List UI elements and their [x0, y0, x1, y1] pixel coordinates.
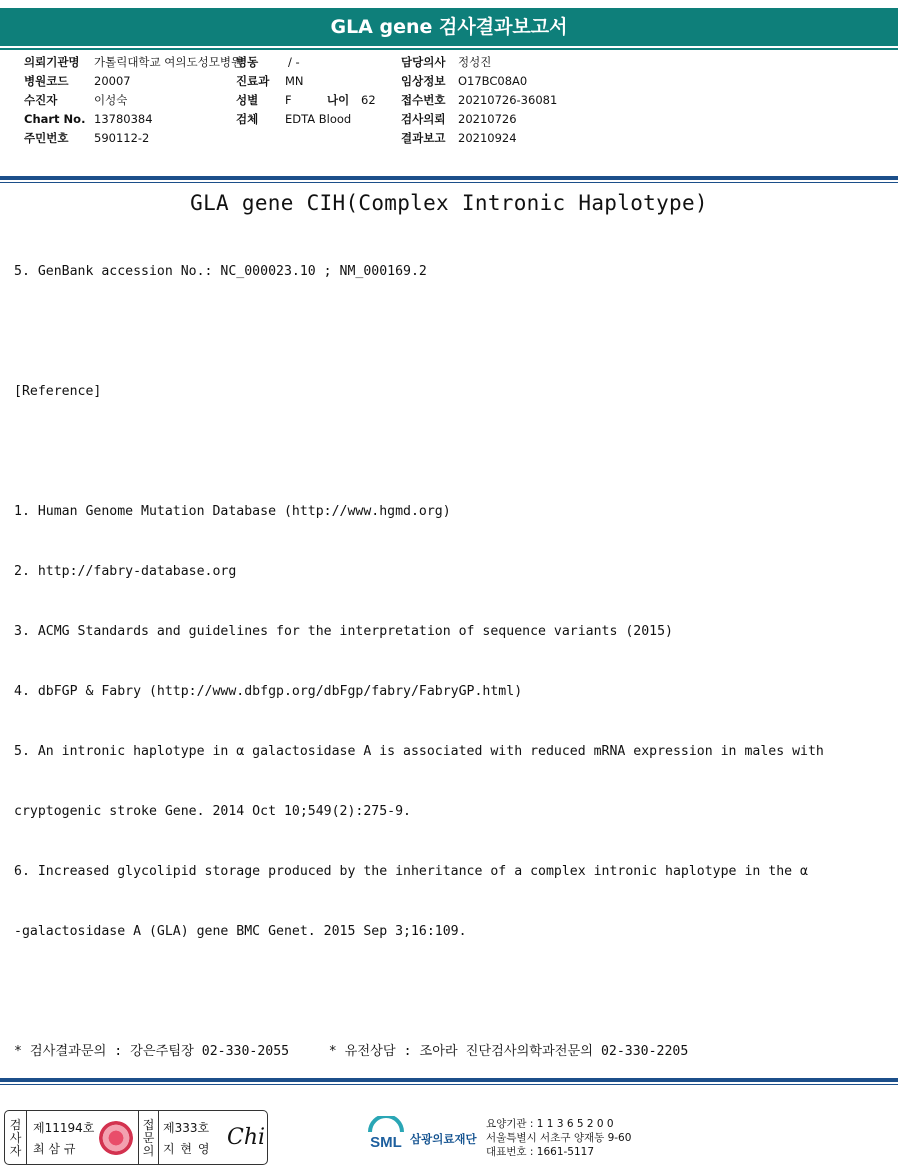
sex-value: F — [285, 93, 292, 107]
org-phone: 대표번호 : 1661-5117 — [486, 1146, 595, 1158]
tester-license: 제11194호 — [33, 1121, 95, 1135]
section-divider — [0, 176, 898, 180]
body-line: 5. GenBank accession No.: NC_000023.10 ; NM_000169.2 — [14, 264, 427, 279]
ward-label: 병동 — [236, 55, 259, 69]
requester-label: 의뢰기관명 — [24, 55, 80, 69]
body-line: 1. Human Genome Mutation Database (http://www.hgmd.org) — [14, 504, 451, 519]
title-underline — [0, 48, 898, 50]
report-body — [14, 222, 890, 1082]
specimen-label: 검체 — [236, 112, 259, 126]
resident-no-label: 주민번호 — [24, 131, 69, 145]
tester-name: 최 삼 규 — [33, 1142, 76, 1156]
signature-box — [4, 1110, 268, 1165]
footer-divider — [0, 1078, 898, 1082]
header-col-3 — [401, 53, 557, 148]
doctor-value: 정성진 — [458, 55, 492, 69]
patient-label: 수진자 — [24, 93, 58, 107]
body-line: 5. An intronic haplotype in α galactosidase A is associated with reduced mRNA expression in males with — [14, 744, 824, 759]
sml-logo-icon — [366, 1116, 406, 1156]
patient-value: 이성숙 — [94, 93, 128, 107]
body-line: 3. ACMG Standards and guidelines for the interpretation of sequence variants (2015) — [14, 624, 673, 639]
report-title: GLA gene 검사결과보고서 — [0, 8, 898, 46]
header-col-2 — [236, 53, 376, 129]
receipt-no-label: 접수번호 — [401, 93, 446, 107]
body-line — [14, 442, 890, 462]
body-line — [14, 982, 890, 1002]
official-seal — [99, 1121, 133, 1155]
resident-no-value: 590112-2 — [94, 131, 150, 145]
hospital-code-label: 병원코드 — [24, 74, 69, 88]
age-label: 나이 — [327, 93, 350, 107]
org-address: 서울특별시 서초구 양재동 9-60 — [486, 1132, 632, 1144]
org-code: 요양기관 : 1 1 3 6 5 2 0 0 — [486, 1118, 614, 1130]
hospital-code-value: 20007 — [94, 74, 131, 88]
body-line: 4. dbFGP & Fabry (http://www.dbfgp.org/dbFgp/fabry/FabryGP.html) — [14, 684, 523, 699]
tester-label: 검사자 — [5, 1111, 27, 1164]
dept-label: 진료과 — [236, 74, 270, 88]
report-date-label: 결과보고 — [401, 131, 446, 145]
receipt-no-value: 20210726-36081 — [458, 93, 558, 107]
org-info — [486, 1117, 631, 1159]
header-col-1 — [24, 53, 242, 148]
age-value: 62 — [361, 93, 376, 107]
org-name: 삼광의료재단 — [410, 1132, 477, 1146]
request-date-label: 검사의뢰 — [401, 112, 446, 126]
body-line: -galactosidase A (GLA) gene BMC Genet. 2015 Sep 3;16:109. — [14, 924, 467, 939]
body-line: * 검사결과문의 : 강은주팀장 02-330-2055 * 유전상담 : 조아라 진단검사의학과전문의 02-330-2205 — [14, 1044, 689, 1059]
body-line: 2. http://fabry-database.org — [14, 564, 237, 579]
dept-value: MN — [285, 74, 304, 88]
chart-no-label: Chart No. — [24, 112, 86, 126]
receiver-license: 제333호 — [163, 1121, 210, 1135]
signature: Chi — [227, 1125, 266, 1150]
receiver-name: 지 현 영 — [163, 1142, 211, 1156]
specimen-value: EDTA Blood — [285, 112, 352, 126]
body-line: 6. Increased glycolipid storage produced by the inheritance of a complex intronic haplotype in the α — [14, 864, 808, 879]
clinical-info-label: 임상정보 — [401, 74, 446, 88]
logo-text: SML — [370, 1134, 402, 1151]
doctor-label: 담당의사 — [401, 55, 446, 69]
footer-divider-thin — [0, 1084, 898, 1085]
receiver-label: 접문의 — [139, 1111, 159, 1164]
body-line: cryptogenic stroke Gene. 2014 Oct 10;549(2):275-9. — [14, 804, 411, 819]
body-line — [14, 322, 890, 342]
section-divider-thin — [0, 182, 898, 183]
clinical-info-value: O17BC08A0 — [458, 74, 528, 88]
requester-value: 가톨릭대학교 여의도성모병원 — [94, 55, 243, 69]
report-date-value: 20210924 — [458, 131, 517, 145]
chart-no-value: 13780384 — [94, 112, 153, 126]
body-line: [Reference] — [14, 384, 102, 399]
ward-value: / - — [288, 55, 300, 69]
section-title: GLA gene CIH(Complex Intronic Haplotype) — [190, 191, 708, 215]
request-date-value: 20210726 — [458, 112, 517, 126]
sex-label: 성별 — [236, 93, 259, 107]
